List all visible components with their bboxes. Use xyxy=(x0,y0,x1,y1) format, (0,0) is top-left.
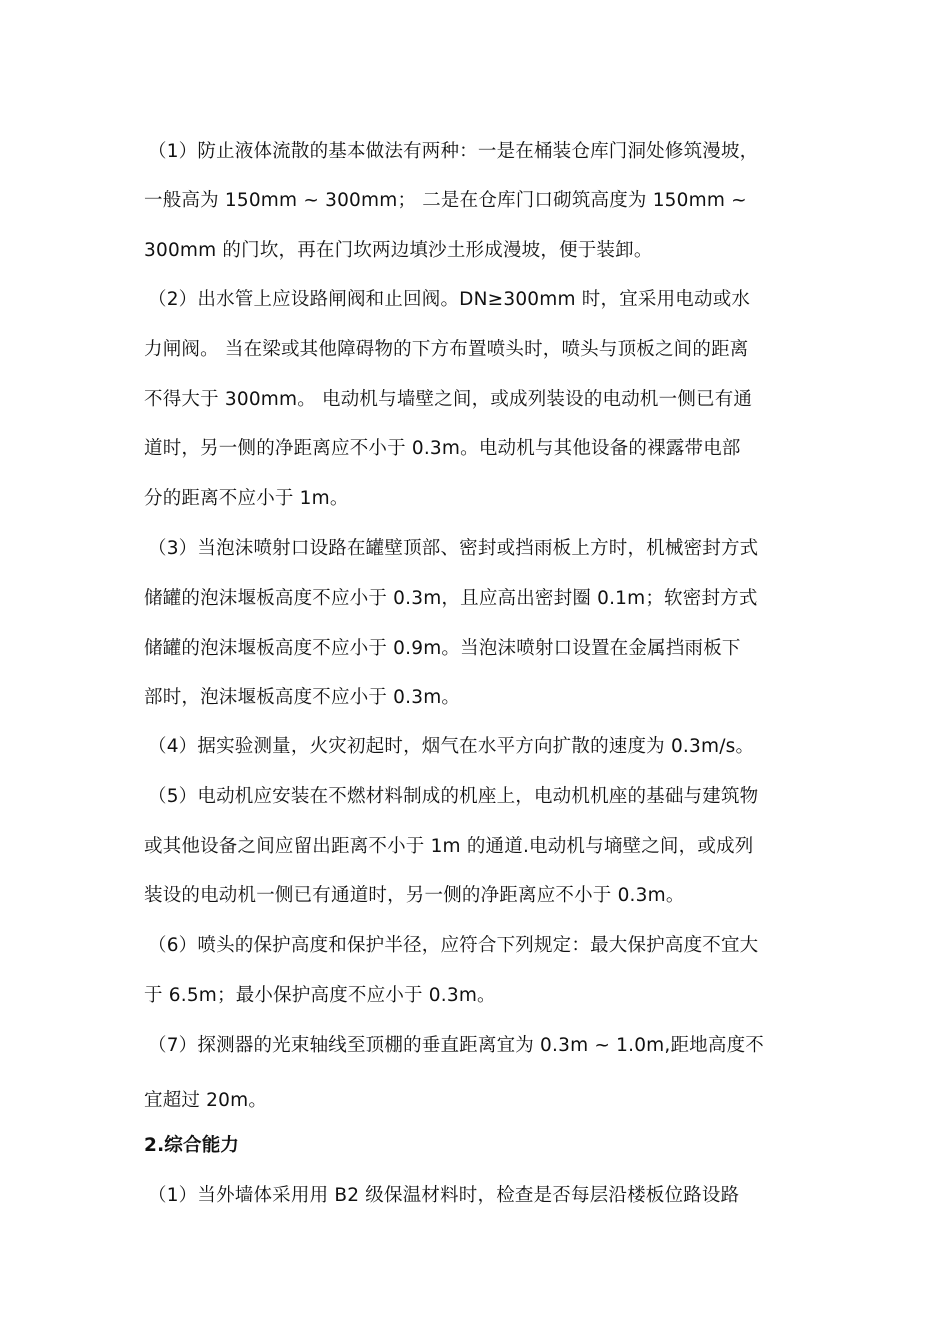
paragraph-8-line-1: （1）当外墙体采用用 B2 级保温材料时，检查是否每层沿楼板位路设路 xyxy=(148,1185,740,1206)
section-heading: 2.综合能力 xyxy=(144,1135,240,1156)
paragraph-1-line-1: （1）防止液体流散的基本做法有两种：一是在桶装仓库门洞处修筑漫坡， xyxy=(148,141,759,162)
paragraph-5-line-2: 或其他设备之间应留出距离不小于 1m 的通道.电动机与墒壁之间，或成列 xyxy=(144,836,754,857)
paragraph-2-line-1: （2）出水管上应设路闸阀和止回阀。DN≥300mm 时，宜采用电动或水 xyxy=(148,289,751,310)
paragraph-1-line-3: 300mm 的门坎，再在门坎两边填沙土形成漫坡，便于装卸。 xyxy=(144,240,653,261)
paragraph-2-line-4: 道时，另一侧的净距离应不小于 0.3m。电动机与其他设备的裸露带电部 xyxy=(144,438,741,459)
paragraph-2-line-5: 分的距离不应小于 1m。 xyxy=(144,488,349,509)
paragraph-5-line-3: 装设的电动机一侧已有通道时，另一侧的净距离应不小于 0.3m。 xyxy=(144,885,685,906)
paragraph-3-line-2: 储罐的泡沫堰板高度不应小于 0.3m，且应高出密封圈 0.1m；软密封方式 xyxy=(144,588,758,609)
paragraph-2-line-2: 力闸阀。 当在梁或其他障碍物的下方布置喷头时，喷头与顶板之间的距离 xyxy=(144,339,749,360)
paragraph-3-line-4: 部时，泡沫堰板高度不应小于 0.3m。 xyxy=(144,687,461,708)
paragraph-7-line-1: （7）探测器的光束轴线至顶棚的垂直距离宜为 0.3m ~ 1.0m,距地高度不 xyxy=(148,1035,764,1056)
paragraph-1-line-2: 一般高为 150mm ~ 300mm； 二是在仓库门口砌筑高度为 150mm ~ xyxy=(144,190,747,211)
paragraph-6-line-2: 于 6.5m；最小保护高度不应小于 0.3m。 xyxy=(144,985,496,1006)
paragraph-3-line-1: （3）当泡沫喷射口设路在罐壁顶部、密封或挡雨板上方时，机械密封方式 xyxy=(148,538,759,559)
paragraph-7-line-2: 宜超过 20m。 xyxy=(144,1090,268,1111)
paragraph-3-line-3: 储罐的泡沫堰板高度不应小于 0.9m。当泡沫喷射口设置在金属挡雨板下 xyxy=(144,638,741,659)
paragraph-5-line-1: （5）电动机应安装在不燃材料制成的机座上，电动机机座的基础与建筑物 xyxy=(148,786,759,807)
paragraph-6-line-1: （6）喷头的保护高度和保护半径，应符合下列规定：最大保护高度不宜大 xyxy=(148,935,759,956)
paragraph-2-line-3: 不得大于 300mm。 电动机与墙壁之间，或成列装设的电动机一侧已有通 xyxy=(144,389,753,410)
paragraph-4-line-1: （4）据实验测量，火灾初起时，烟气在水平方向扩散的速度为 0.3m/s。 xyxy=(148,736,755,757)
